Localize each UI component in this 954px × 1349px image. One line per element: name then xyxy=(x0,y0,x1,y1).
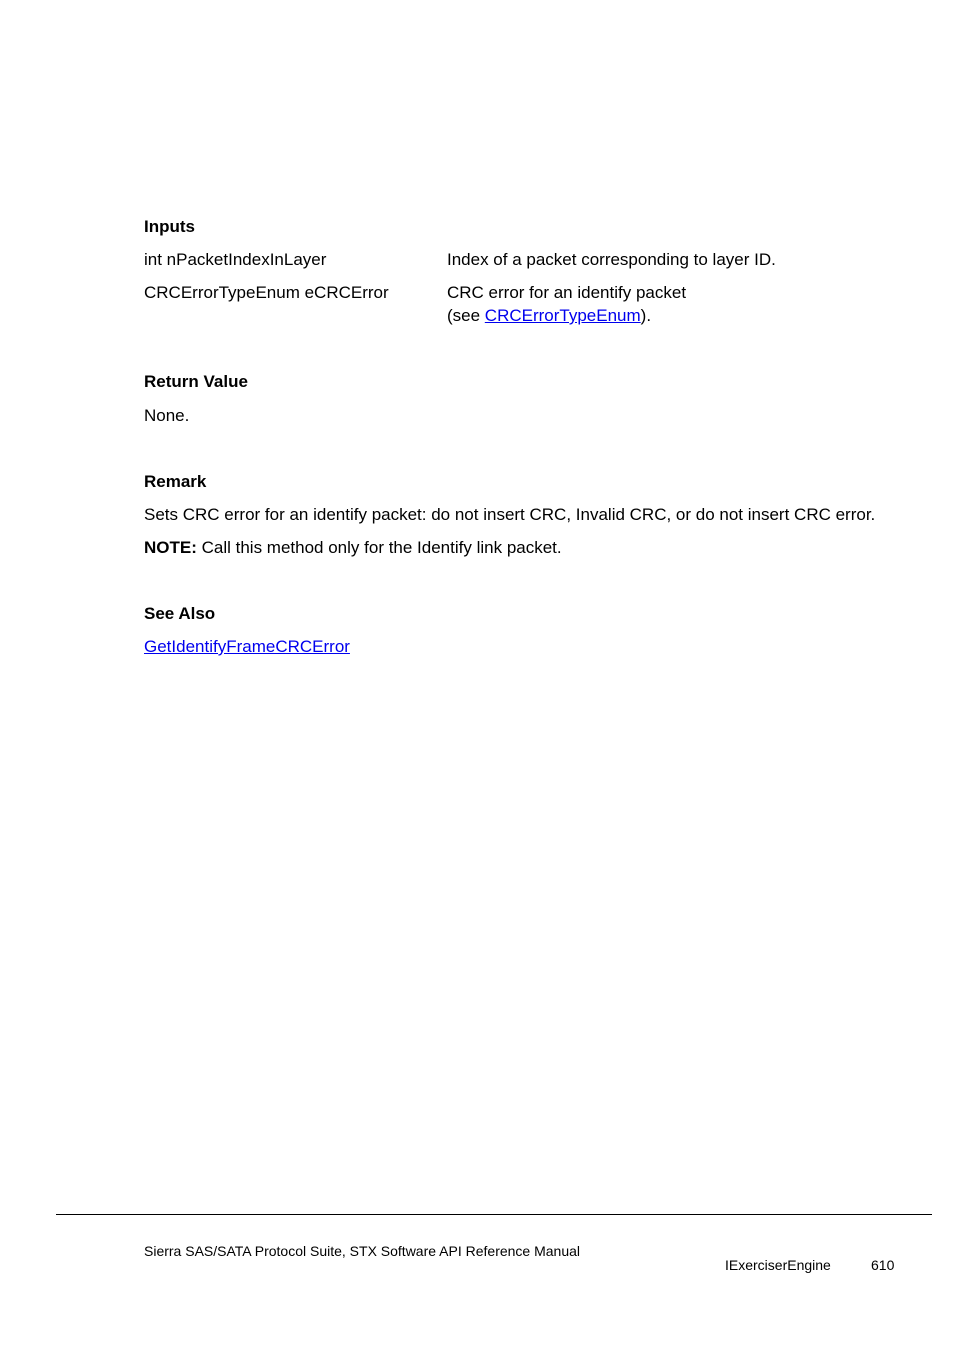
get-identify-frame-crc-error-link[interactable]: GetIdentifyFrameCRCError xyxy=(144,637,350,656)
see-also-heading: See Also xyxy=(144,604,216,623)
remark-heading: Remark xyxy=(144,472,207,491)
input-param-name: int nPacketIndexInLayer xyxy=(144,250,327,269)
return-value-heading: Return Value xyxy=(144,372,248,391)
footer-section-name: IExerciserEngine xyxy=(725,1257,831,1273)
note-text: Call this method only for the Identify link packet. xyxy=(196,538,562,557)
footer-page-number: 610 xyxy=(871,1257,895,1273)
input-param-see-also xyxy=(447,305,651,327)
input-param-name: CRCErrorTypeEnum eCRCError xyxy=(144,283,389,302)
remark-note xyxy=(144,537,562,559)
remark-text: Sets CRC error for an identify packet: do not insert CRC, Invalid CRC, or do not insert CRC error. xyxy=(144,505,876,524)
input-param-description: CRC error for an identify packet xyxy=(447,283,687,302)
inputs-heading: Inputs xyxy=(144,217,195,236)
crc-error-type-enum-link[interactable]: CRCErrorTypeEnum xyxy=(484,306,641,325)
note-label: NOTE: xyxy=(144,538,197,557)
footer-manual-title: Sierra SAS/SATA Protocol Suite, STX Software API Reference Manual xyxy=(144,1243,581,1259)
input-param-description: Index of a packet corresponding to layer ID. xyxy=(447,250,776,269)
see-suffix: ). xyxy=(640,306,652,325)
footer-divider xyxy=(56,1214,932,1215)
return-value-text: None. xyxy=(144,406,190,425)
see-prefix: (see xyxy=(447,306,485,325)
